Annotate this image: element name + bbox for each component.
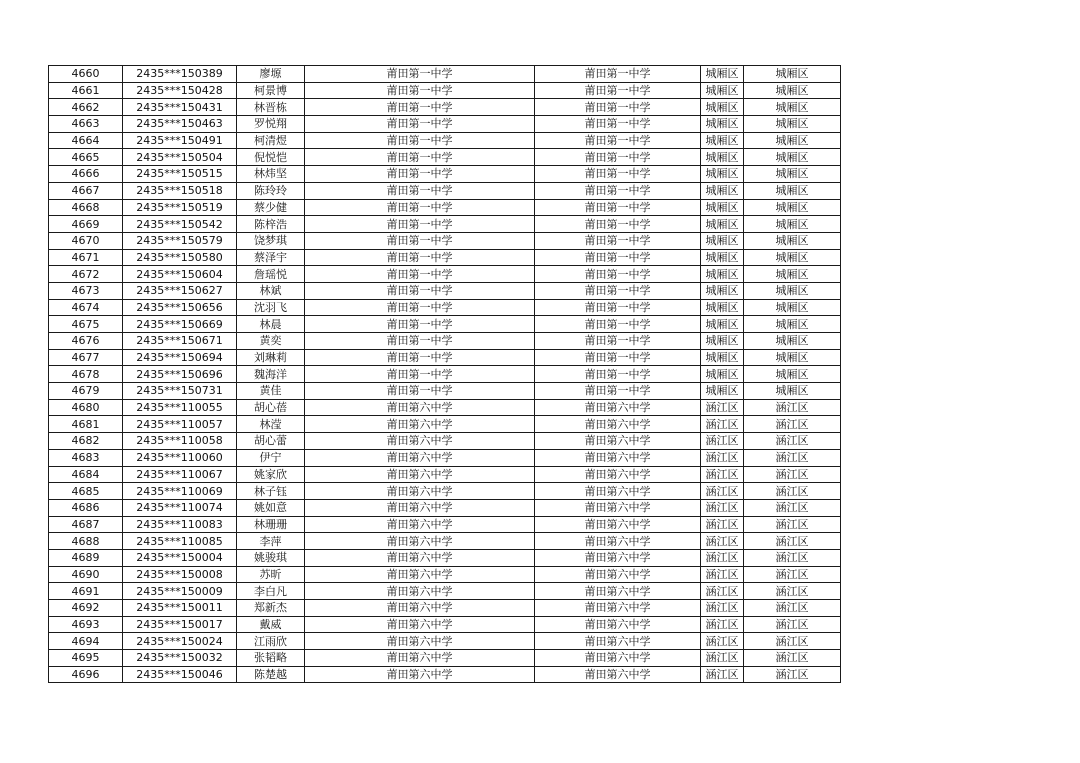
cell-exam-id: 2435***150656 bbox=[123, 299, 237, 316]
cell-admitted-district: 涵江区 bbox=[744, 483, 841, 500]
cell-number: 4675 bbox=[49, 316, 123, 333]
cell-name: 李萍 bbox=[237, 533, 305, 550]
cell-school: 莆田第六中学 bbox=[305, 583, 535, 600]
cell-exam-id: 2435***150604 bbox=[123, 266, 237, 283]
cell-admitted-district: 涵江区 bbox=[744, 566, 841, 583]
cell-admitted-school: 莆田第六中学 bbox=[535, 650, 701, 667]
cell-admitted-school: 莆田第一中学 bbox=[535, 66, 701, 83]
cell-district: 城厢区 bbox=[701, 216, 744, 233]
cell-district: 涵江区 bbox=[701, 549, 744, 566]
cell-exam-id: 2435***150519 bbox=[123, 199, 237, 216]
cell-district: 涵江区 bbox=[701, 466, 744, 483]
cell-name: 黄奕 bbox=[237, 333, 305, 350]
cell-school: 莆田第一中学 bbox=[305, 66, 535, 83]
cell-school: 莆田第六中学 bbox=[305, 566, 535, 583]
cell-district: 城厢区 bbox=[701, 366, 744, 383]
table-row bbox=[49, 316, 841, 333]
cell-district: 城厢区 bbox=[701, 182, 744, 199]
cell-admitted-school: 莆田第六中学 bbox=[535, 449, 701, 466]
cell-admitted-school: 莆田第六中学 bbox=[535, 433, 701, 450]
cell-number: 4691 bbox=[49, 583, 123, 600]
cell-number: 4690 bbox=[49, 566, 123, 583]
cell-name: 张韬略 bbox=[237, 650, 305, 667]
cell-number: 4661 bbox=[49, 82, 123, 99]
cell-number: 4664 bbox=[49, 132, 123, 149]
cell-admitted-school: 莆田第六中学 bbox=[535, 566, 701, 583]
cell-admitted-school: 莆田第六中学 bbox=[535, 466, 701, 483]
cell-admitted-school: 莆田第一中学 bbox=[535, 349, 701, 366]
cell-admitted-school: 莆田第六中学 bbox=[535, 616, 701, 633]
cell-exam-id: 2435***150504 bbox=[123, 149, 237, 166]
table-row bbox=[49, 483, 841, 500]
cell-admitted-school: 莆田第一中学 bbox=[535, 116, 701, 133]
cell-admitted-school: 莆田第一中学 bbox=[535, 232, 701, 249]
table-row bbox=[49, 499, 841, 516]
cell-number: 4668 bbox=[49, 199, 123, 216]
cell-name: 柯景博 bbox=[237, 82, 305, 99]
cell-admitted-school: 莆田第六中学 bbox=[535, 533, 701, 550]
cell-name: 蔡少健 bbox=[237, 199, 305, 216]
cell-admitted-district: 涵江区 bbox=[744, 516, 841, 533]
cell-admitted-district: 城厢区 bbox=[744, 266, 841, 283]
cell-exam-id: 2435***150046 bbox=[123, 666, 237, 683]
cell-exam-id: 2435***110058 bbox=[123, 433, 237, 450]
cell-name: 林斌 bbox=[237, 282, 305, 299]
cell-district: 城厢区 bbox=[701, 299, 744, 316]
cell-exam-id: 2435***150515 bbox=[123, 166, 237, 183]
cell-admitted-school: 莆田第一中学 bbox=[535, 366, 701, 383]
cell-name: 陈楚越 bbox=[237, 666, 305, 683]
cell-school: 莆田第一中学 bbox=[305, 333, 535, 350]
cell-admitted-district: 涵江区 bbox=[744, 433, 841, 450]
cell-number: 4686 bbox=[49, 499, 123, 516]
table-row bbox=[49, 282, 841, 299]
cell-admitted-district: 涵江区 bbox=[744, 416, 841, 433]
table-row bbox=[49, 433, 841, 450]
table-row bbox=[49, 333, 841, 350]
cell-district: 城厢区 bbox=[701, 166, 744, 183]
cell-school: 莆田第六中学 bbox=[305, 666, 535, 683]
cell-exam-id: 2435***110069 bbox=[123, 483, 237, 500]
cell-school: 莆田第一中学 bbox=[305, 249, 535, 266]
cell-school: 莆田第六中学 bbox=[305, 533, 535, 550]
cell-number: 4685 bbox=[49, 483, 123, 500]
cell-admitted-school: 莆田第一中学 bbox=[535, 282, 701, 299]
cell-district: 城厢区 bbox=[701, 383, 744, 400]
table-row bbox=[49, 216, 841, 233]
table-row bbox=[49, 116, 841, 133]
cell-number: 4663 bbox=[49, 116, 123, 133]
table-row bbox=[49, 399, 841, 416]
cell-admitted-district: 城厢区 bbox=[744, 149, 841, 166]
cell-name: 饶梦琪 bbox=[237, 232, 305, 249]
cell-school: 莆田第一中学 bbox=[305, 216, 535, 233]
cell-exam-id: 2435***150542 bbox=[123, 216, 237, 233]
cell-school: 莆田第六中学 bbox=[305, 483, 535, 500]
table-row bbox=[49, 533, 841, 550]
table-row bbox=[49, 650, 841, 667]
cell-number: 4660 bbox=[49, 66, 123, 83]
cell-exam-id: 2435***150627 bbox=[123, 282, 237, 299]
cell-exam-id: 2435***150431 bbox=[123, 99, 237, 116]
cell-name: 魏海洋 bbox=[237, 366, 305, 383]
cell-name: 姚家欣 bbox=[237, 466, 305, 483]
cell-name: 刘琳莉 bbox=[237, 349, 305, 366]
cell-admitted-district: 涵江区 bbox=[744, 533, 841, 550]
cell-number: 4662 bbox=[49, 99, 123, 116]
cell-school: 莆田第一中学 bbox=[305, 166, 535, 183]
cell-exam-id: 2435***150004 bbox=[123, 549, 237, 566]
cell-school: 莆田第六中学 bbox=[305, 650, 535, 667]
roster-table bbox=[48, 65, 841, 683]
cell-district: 城厢区 bbox=[701, 116, 744, 133]
cell-number: 4694 bbox=[49, 633, 123, 650]
cell-school: 莆田第一中学 bbox=[305, 82, 535, 99]
cell-admitted-district: 城厢区 bbox=[744, 216, 841, 233]
cell-exam-id: 2435***150580 bbox=[123, 249, 237, 266]
cell-school: 莆田第一中学 bbox=[305, 316, 535, 333]
cell-admitted-school: 莆田第一中学 bbox=[535, 383, 701, 400]
table-row bbox=[49, 232, 841, 249]
cell-number: 4669 bbox=[49, 216, 123, 233]
table-row bbox=[49, 82, 841, 99]
cell-number: 4674 bbox=[49, 299, 123, 316]
cell-name: 沈羽飞 bbox=[237, 299, 305, 316]
cell-admitted-district: 涵江区 bbox=[744, 666, 841, 683]
cell-name: 倪悦恺 bbox=[237, 149, 305, 166]
cell-school: 莆田第一中学 bbox=[305, 99, 535, 116]
cell-exam-id: 2435***150731 bbox=[123, 383, 237, 400]
cell-district: 涵江区 bbox=[701, 666, 744, 683]
cell-admitted-district: 涵江区 bbox=[744, 583, 841, 600]
cell-school: 莆田第一中学 bbox=[305, 116, 535, 133]
cell-exam-id: 2435***110060 bbox=[123, 449, 237, 466]
cell-number: 4695 bbox=[49, 650, 123, 667]
table-row bbox=[49, 566, 841, 583]
cell-district: 城厢区 bbox=[701, 282, 744, 299]
cell-number: 4693 bbox=[49, 616, 123, 633]
cell-admitted-district: 涵江区 bbox=[744, 616, 841, 633]
cell-name: 蔡泽宇 bbox=[237, 249, 305, 266]
table-row bbox=[49, 600, 841, 617]
cell-district: 城厢区 bbox=[701, 333, 744, 350]
cell-name: 林滢 bbox=[237, 416, 305, 433]
cell-school: 莆田第一中学 bbox=[305, 132, 535, 149]
table-row bbox=[49, 466, 841, 483]
table-row bbox=[49, 416, 841, 433]
cell-district: 城厢区 bbox=[701, 316, 744, 333]
cell-district: 涵江区 bbox=[701, 416, 744, 433]
cell-exam-id: 2435***110074 bbox=[123, 499, 237, 516]
cell-admitted-school: 莆田第六中学 bbox=[535, 549, 701, 566]
cell-district: 涵江区 bbox=[701, 516, 744, 533]
table-row bbox=[49, 449, 841, 466]
cell-admitted-district: 城厢区 bbox=[744, 366, 841, 383]
cell-admitted-school: 莆田第六中学 bbox=[535, 399, 701, 416]
cell-name: 廖塬 bbox=[237, 66, 305, 83]
cell-exam-id: 2435***150389 bbox=[123, 66, 237, 83]
cell-district: 城厢区 bbox=[701, 149, 744, 166]
cell-school: 莆田第一中学 bbox=[305, 182, 535, 199]
cell-admitted-school: 莆田第一中学 bbox=[535, 333, 701, 350]
cell-admitted-district: 城厢区 bbox=[744, 232, 841, 249]
cell-number: 4666 bbox=[49, 166, 123, 183]
cell-school: 莆田第六中学 bbox=[305, 399, 535, 416]
table-row bbox=[49, 633, 841, 650]
cell-number: 4665 bbox=[49, 149, 123, 166]
cell-admitted-school: 莆田第一中学 bbox=[535, 99, 701, 116]
cell-number: 4673 bbox=[49, 282, 123, 299]
cell-name: 黄佳 bbox=[237, 383, 305, 400]
cell-exam-id: 2435***150671 bbox=[123, 333, 237, 350]
cell-district: 涵江区 bbox=[701, 533, 744, 550]
cell-admitted-school: 莆田第一中学 bbox=[535, 166, 701, 183]
cell-name: 陈玲玲 bbox=[237, 182, 305, 199]
cell-name: 林珊珊 bbox=[237, 516, 305, 533]
cell-admitted-district: 涵江区 bbox=[744, 633, 841, 650]
cell-school: 莆田第一中学 bbox=[305, 349, 535, 366]
cell-number: 4681 bbox=[49, 416, 123, 433]
cell-exam-id: 2435***150011 bbox=[123, 600, 237, 617]
cell-school: 莆田第一中学 bbox=[305, 299, 535, 316]
table-row bbox=[49, 516, 841, 533]
cell-admitted-district: 城厢区 bbox=[744, 166, 841, 183]
table-row bbox=[49, 583, 841, 600]
cell-school: 莆田第一中学 bbox=[305, 366, 535, 383]
cell-admitted-district: 城厢区 bbox=[744, 99, 841, 116]
cell-number: 4688 bbox=[49, 533, 123, 550]
cell-district: 城厢区 bbox=[701, 232, 744, 249]
cell-admitted-school: 莆田第一中学 bbox=[535, 299, 701, 316]
cell-admitted-school: 莆田第一中学 bbox=[535, 182, 701, 199]
cell-district: 城厢区 bbox=[701, 82, 744, 99]
cell-admitted-district: 城厢区 bbox=[744, 349, 841, 366]
cell-admitted-school: 莆田第一中学 bbox=[535, 266, 701, 283]
cell-district: 涵江区 bbox=[701, 433, 744, 450]
cell-admitted-district: 城厢区 bbox=[744, 82, 841, 99]
cell-school: 莆田第六中学 bbox=[305, 499, 535, 516]
cell-exam-id: 2435***150428 bbox=[123, 82, 237, 99]
roster-sheet bbox=[48, 65, 841, 683]
cell-exam-id: 2435***110067 bbox=[123, 466, 237, 483]
cell-district: 城厢区 bbox=[701, 249, 744, 266]
cell-district: 城厢区 bbox=[701, 199, 744, 216]
cell-district: 涵江区 bbox=[701, 499, 744, 516]
cell-school: 莆田第六中学 bbox=[305, 549, 535, 566]
cell-admitted-district: 城厢区 bbox=[744, 383, 841, 400]
cell-district: 城厢区 bbox=[701, 349, 744, 366]
cell-admitted-district: 城厢区 bbox=[744, 199, 841, 216]
cell-number: 4667 bbox=[49, 182, 123, 199]
cell-name: 胡心蓓 bbox=[237, 399, 305, 416]
table-row bbox=[49, 349, 841, 366]
table-row bbox=[49, 666, 841, 683]
cell-school: 莆田第一中学 bbox=[305, 199, 535, 216]
table-row bbox=[49, 383, 841, 400]
cell-exam-id: 2435***150579 bbox=[123, 232, 237, 249]
cell-number: 4692 bbox=[49, 600, 123, 617]
cell-admitted-school: 莆田第一中学 bbox=[535, 316, 701, 333]
cell-school: 莆田第六中学 bbox=[305, 600, 535, 617]
cell-admitted-school: 莆田第六中学 bbox=[535, 666, 701, 683]
cell-number: 4682 bbox=[49, 433, 123, 450]
cell-school: 莆田第六中学 bbox=[305, 466, 535, 483]
cell-number: 4689 bbox=[49, 549, 123, 566]
cell-name: 林晋栋 bbox=[237, 99, 305, 116]
cell-admitted-district: 城厢区 bbox=[744, 116, 841, 133]
cell-name: 柯清煜 bbox=[237, 132, 305, 149]
cell-admitted-district: 城厢区 bbox=[744, 333, 841, 350]
table-row bbox=[49, 199, 841, 216]
cell-name: 姚骏琪 bbox=[237, 549, 305, 566]
cell-number: 4676 bbox=[49, 333, 123, 350]
cell-district: 涵江区 bbox=[701, 399, 744, 416]
cell-name: 林炜坚 bbox=[237, 166, 305, 183]
cell-admitted-school: 莆田第一中学 bbox=[535, 216, 701, 233]
table-row bbox=[49, 249, 841, 266]
cell-exam-id: 2435***110083 bbox=[123, 516, 237, 533]
cell-admitted-school: 莆田第六中学 bbox=[535, 516, 701, 533]
cell-district: 涵江区 bbox=[701, 650, 744, 667]
cell-district: 涵江区 bbox=[701, 583, 744, 600]
cell-exam-id: 2435***150669 bbox=[123, 316, 237, 333]
table-row bbox=[49, 299, 841, 316]
table-row bbox=[49, 366, 841, 383]
cell-number: 4684 bbox=[49, 466, 123, 483]
cell-number: 4678 bbox=[49, 366, 123, 383]
cell-admitted-school: 莆田第六中学 bbox=[535, 499, 701, 516]
table-row bbox=[49, 182, 841, 199]
cell-district: 城厢区 bbox=[701, 66, 744, 83]
cell-number: 4671 bbox=[49, 249, 123, 266]
table-row bbox=[49, 166, 841, 183]
cell-admitted-school: 莆田第一中学 bbox=[535, 199, 701, 216]
cell-number: 4670 bbox=[49, 232, 123, 249]
cell-admitted-school: 莆田第一中学 bbox=[535, 82, 701, 99]
cell-name: 苏昕 bbox=[237, 566, 305, 583]
cell-school: 莆田第六中学 bbox=[305, 449, 535, 466]
cell-exam-id: 2435***150463 bbox=[123, 116, 237, 133]
cell-number: 4696 bbox=[49, 666, 123, 683]
cell-exam-id: 2435***150008 bbox=[123, 566, 237, 583]
cell-admitted-district: 城厢区 bbox=[744, 282, 841, 299]
cell-admitted-district: 城厢区 bbox=[744, 182, 841, 199]
cell-admitted-school: 莆田第六中学 bbox=[535, 633, 701, 650]
cell-district: 涵江区 bbox=[701, 449, 744, 466]
cell-name: 姚如意 bbox=[237, 499, 305, 516]
cell-name: 林晨 bbox=[237, 316, 305, 333]
cell-school: 莆田第一中学 bbox=[305, 149, 535, 166]
cell-school: 莆田第一中学 bbox=[305, 383, 535, 400]
cell-admitted-school: 莆田第一中学 bbox=[535, 249, 701, 266]
cell-admitted-district: 涵江区 bbox=[744, 466, 841, 483]
cell-admitted-district: 城厢区 bbox=[744, 66, 841, 83]
cell-exam-id: 2435***150009 bbox=[123, 583, 237, 600]
table-row bbox=[49, 616, 841, 633]
cell-admitted-school: 莆田第六中学 bbox=[535, 416, 701, 433]
cell-exam-id: 2435***110057 bbox=[123, 416, 237, 433]
cell-school: 莆田第六中学 bbox=[305, 433, 535, 450]
cell-number: 4683 bbox=[49, 449, 123, 466]
table-row bbox=[49, 149, 841, 166]
cell-admitted-school: 莆田第一中学 bbox=[535, 149, 701, 166]
cell-exam-id: 2435***110055 bbox=[123, 399, 237, 416]
cell-district: 涵江区 bbox=[701, 600, 744, 617]
cell-school: 莆田第一中学 bbox=[305, 266, 535, 283]
cell-district: 涵江区 bbox=[701, 566, 744, 583]
table-row bbox=[49, 132, 841, 149]
cell-name: 李白凡 bbox=[237, 583, 305, 600]
cell-exam-id: 2435***110085 bbox=[123, 533, 237, 550]
cell-name: 罗悦翔 bbox=[237, 116, 305, 133]
table-row bbox=[49, 266, 841, 283]
table-row bbox=[49, 99, 841, 116]
cell-admitted-district: 涵江区 bbox=[744, 600, 841, 617]
cell-name: 林子钰 bbox=[237, 483, 305, 500]
cell-school: 莆田第一中学 bbox=[305, 232, 535, 249]
cell-admitted-district: 城厢区 bbox=[744, 249, 841, 266]
cell-school: 莆田第六中学 bbox=[305, 633, 535, 650]
cell-district: 城厢区 bbox=[701, 266, 744, 283]
cell-name: 胡心蕾 bbox=[237, 433, 305, 450]
cell-district: 涵江区 bbox=[701, 633, 744, 650]
cell-district: 城厢区 bbox=[701, 132, 744, 149]
cell-name: 戴威 bbox=[237, 616, 305, 633]
cell-school: 莆田第一中学 bbox=[305, 282, 535, 299]
roster-body bbox=[49, 66, 841, 683]
cell-admitted-district: 涵江区 bbox=[744, 499, 841, 516]
table-row bbox=[49, 549, 841, 566]
cell-school: 莆田第六中学 bbox=[305, 516, 535, 533]
cell-exam-id: 2435***150696 bbox=[123, 366, 237, 383]
cell-name: 陈梓浩 bbox=[237, 216, 305, 233]
cell-number: 4679 bbox=[49, 383, 123, 400]
cell-number: 4672 bbox=[49, 266, 123, 283]
cell-district: 城厢区 bbox=[701, 99, 744, 116]
cell-admitted-district: 涵江区 bbox=[744, 399, 841, 416]
cell-name: 江雨欣 bbox=[237, 633, 305, 650]
cell-school: 莆田第六中学 bbox=[305, 416, 535, 433]
cell-district: 涵江区 bbox=[701, 616, 744, 633]
cell-admitted-district: 城厢区 bbox=[744, 316, 841, 333]
cell-admitted-district: 城厢区 bbox=[744, 132, 841, 149]
cell-district: 涵江区 bbox=[701, 483, 744, 500]
cell-admitted-school: 莆田第六中学 bbox=[535, 583, 701, 600]
cell-school: 莆田第六中学 bbox=[305, 616, 535, 633]
cell-admitted-district: 涵江区 bbox=[744, 449, 841, 466]
cell-admitted-district: 涵江区 bbox=[744, 549, 841, 566]
cell-admitted-district: 涵江区 bbox=[744, 650, 841, 667]
table-row bbox=[49, 66, 841, 83]
cell-name: 郑新杰 bbox=[237, 600, 305, 617]
cell-number: 4687 bbox=[49, 516, 123, 533]
cell-exam-id: 2435***150017 bbox=[123, 616, 237, 633]
cell-exam-id: 2435***150491 bbox=[123, 132, 237, 149]
cell-admitted-school: 莆田第六中学 bbox=[535, 600, 701, 617]
cell-admitted-school: 莆田第一中学 bbox=[535, 132, 701, 149]
cell-admitted-district: 城厢区 bbox=[744, 299, 841, 316]
cell-number: 4677 bbox=[49, 349, 123, 366]
cell-exam-id: 2435***150518 bbox=[123, 182, 237, 199]
cell-name: 詹瑶悦 bbox=[237, 266, 305, 283]
cell-exam-id: 2435***150694 bbox=[123, 349, 237, 366]
cell-exam-id: 2435***150032 bbox=[123, 650, 237, 667]
cell-name: 伊宁 bbox=[237, 449, 305, 466]
cell-admitted-school: 莆田第六中学 bbox=[535, 483, 701, 500]
cell-number: 4680 bbox=[49, 399, 123, 416]
cell-exam-id: 2435***150024 bbox=[123, 633, 237, 650]
